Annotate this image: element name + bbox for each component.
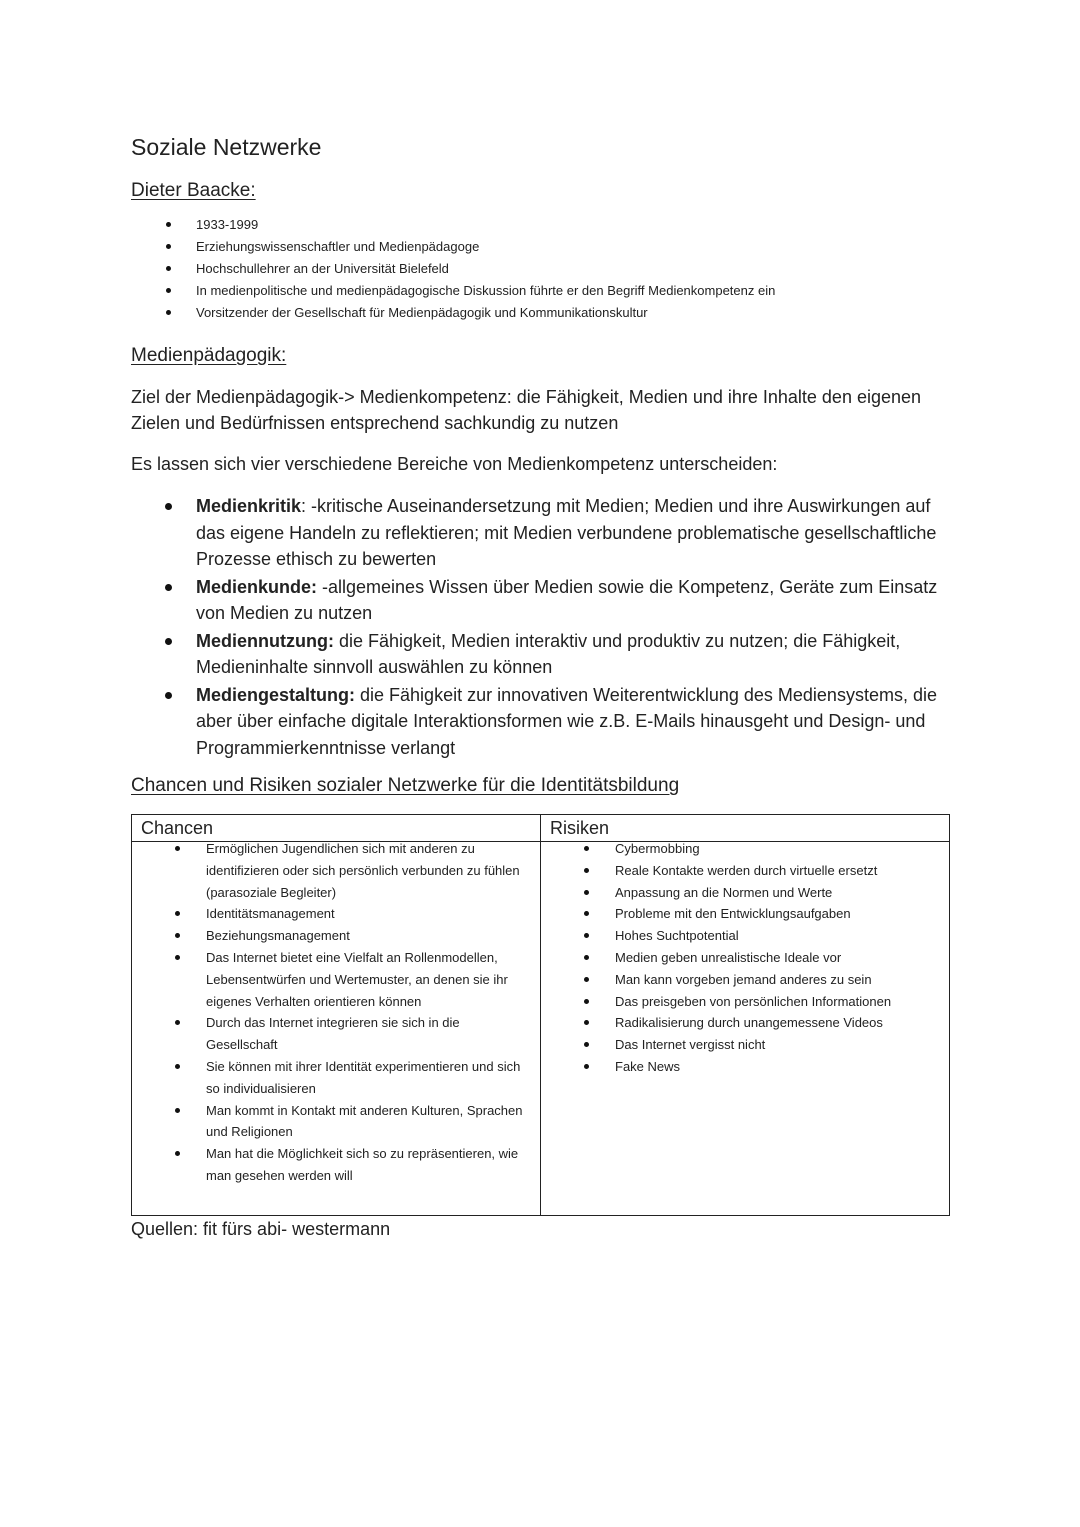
list-item: Hochschullehrer an der Universität Bielefeld	[131, 258, 931, 280]
list-item: Medien geben unrealistische Ideale vor	[541, 947, 949, 969]
list-item: Hohes Suchtpotential	[541, 925, 949, 947]
list-item: Sie können mit ihrer Identität experimentieren und sich so individualisieren	[132, 1056, 540, 1100]
list-item: Man kann vorgeben jemand anderes zu sein	[541, 969, 949, 991]
area-term: Medienkunde:	[196, 576, 318, 597]
areas-intro: Es lassen sich vier verschiedene Bereiche von Medienkompetenz unterscheiden:	[131, 454, 778, 474]
list-item: Radikalisierung durch unangemessene Videos	[541, 1012, 949, 1034]
list-item: Probleme mit den Entwicklungsaufgaben	[541, 903, 949, 925]
source-note: Quellen: fit fürs abi- westermann	[131, 1219, 391, 1239]
baacke-heading: Dieter Baacke:	[131, 180, 256, 201]
area-text: die Fähigkeit, Medien interaktiv und produktiv zu nutzen; die Fähigkeit, Medieninhalte sinnvoll auswählen zu können	[196, 630, 901, 677]
baacke-list	[131, 214, 931, 324]
medienpaedagogik-heading: Medienpädagogik:	[131, 345, 287, 366]
list-item	[131, 682, 961, 762]
list-item	[131, 574, 961, 627]
list-item: Man kommt in Kontakt mit anderen Kulturen, Sprachen und Religionen	[132, 1100, 540, 1144]
risiken-header: Risiken	[541, 815, 950, 842]
risiken-cell	[541, 842, 950, 1216]
list-item: Erziehungswissenschaftler und Medienpädagoge	[131, 236, 931, 258]
list-item: Anpassung an die Normen und Werte	[541, 882, 949, 904]
list-item: 1933-1999	[131, 214, 931, 236]
list-item: Reale Kontakte werden durch virtuelle ersetzt	[541, 860, 949, 882]
list-item: Fake News	[541, 1056, 949, 1078]
list-item: Das Internet bietet eine Vielfalt an Rollenmodellen, Lebensentwürfen und Wertemuster, an denen sie ihr eigenes Verhalten orientieren können	[132, 947, 540, 1012]
risiken-list	[541, 838, 949, 1078]
list-item: Das Internet vergisst nicht	[541, 1034, 949, 1056]
chancen-header: Chancen	[132, 815, 541, 842]
list-item: Vorsitzender der Gesellschaft für Medienpädagogik und Kommunikationskultur	[131, 302, 931, 324]
list-item	[131, 628, 961, 681]
area-text: : -kritische Auseinandersetzung mit Medien; Medien und ihre Auswirkungen auf das eigene Handeln zu reflektieren; mit Medien verbundene problematische gesellschaftliche Prozesse ethisch zu bewerten	[196, 496, 937, 569]
area-term: Mediengestaltung:	[196, 684, 356, 705]
list-item: Das preisgeben von persönlichen Informationen	[541, 991, 949, 1013]
area-term: Mediennutzung:	[196, 630, 334, 651]
list-item: Durch das Internet integrieren sie sich in die Gesellschaft	[132, 1012, 540, 1056]
area-text: die Fähigkeit zur innovativen Weiterentwicklung des Mediensystems, die aber über einfache digitale Interaktionsformen wie z.B. E-Mails hinausgeht und Design- und Programmierkenntnisse verlangt	[196, 684, 937, 758]
list-item	[131, 493, 961, 573]
page-title: Soziale Netzwerke	[131, 134, 322, 160]
list-item: Man hat die Möglichkeit sich so zu repräsentieren, wie man gesehen werden will	[132, 1143, 540, 1187]
list-item: Beziehungsmanagement	[132, 925, 540, 947]
chancen-cell	[132, 842, 541, 1216]
medienpaedagogik-intro: Ziel der Medienpädagogik-> Medienkompetenz: die Fähigkeit, Medien und ihre Inhalte den eigenen Zielen und Bedürfnissen entsprechend sachkundig zu nutzen	[131, 387, 922, 433]
list-item: Cybermobbing	[541, 838, 949, 860]
chancen-risiken-table	[131, 814, 950, 1216]
chancen-list	[132, 838, 540, 1187]
list-item: Ermöglichen Jugendlichen sich mit anderen zu identifizieren oder sich persönlich verbunden zu fühlen (parasoziale Begleiter)	[132, 838, 540, 903]
kompetenz-areas-list	[131, 493, 961, 761]
chancen-risiken-heading: Chancen und Risiken sozialer Netzwerke für die Identitätsbildung	[131, 775, 680, 796]
area-text: -allgemeines Wissen über Medien sowie die Kompetenz, Geräte zum Einsatz von Medien zu nutzen	[196, 576, 938, 623]
list-item: In medienpolitische und medienpädagogische Diskussion führte er den Begriff Medienkompetenz ein	[131, 280, 931, 302]
list-item: Identitätsmanagement	[132, 903, 540, 925]
area-term: Medienkritik	[196, 496, 302, 516]
